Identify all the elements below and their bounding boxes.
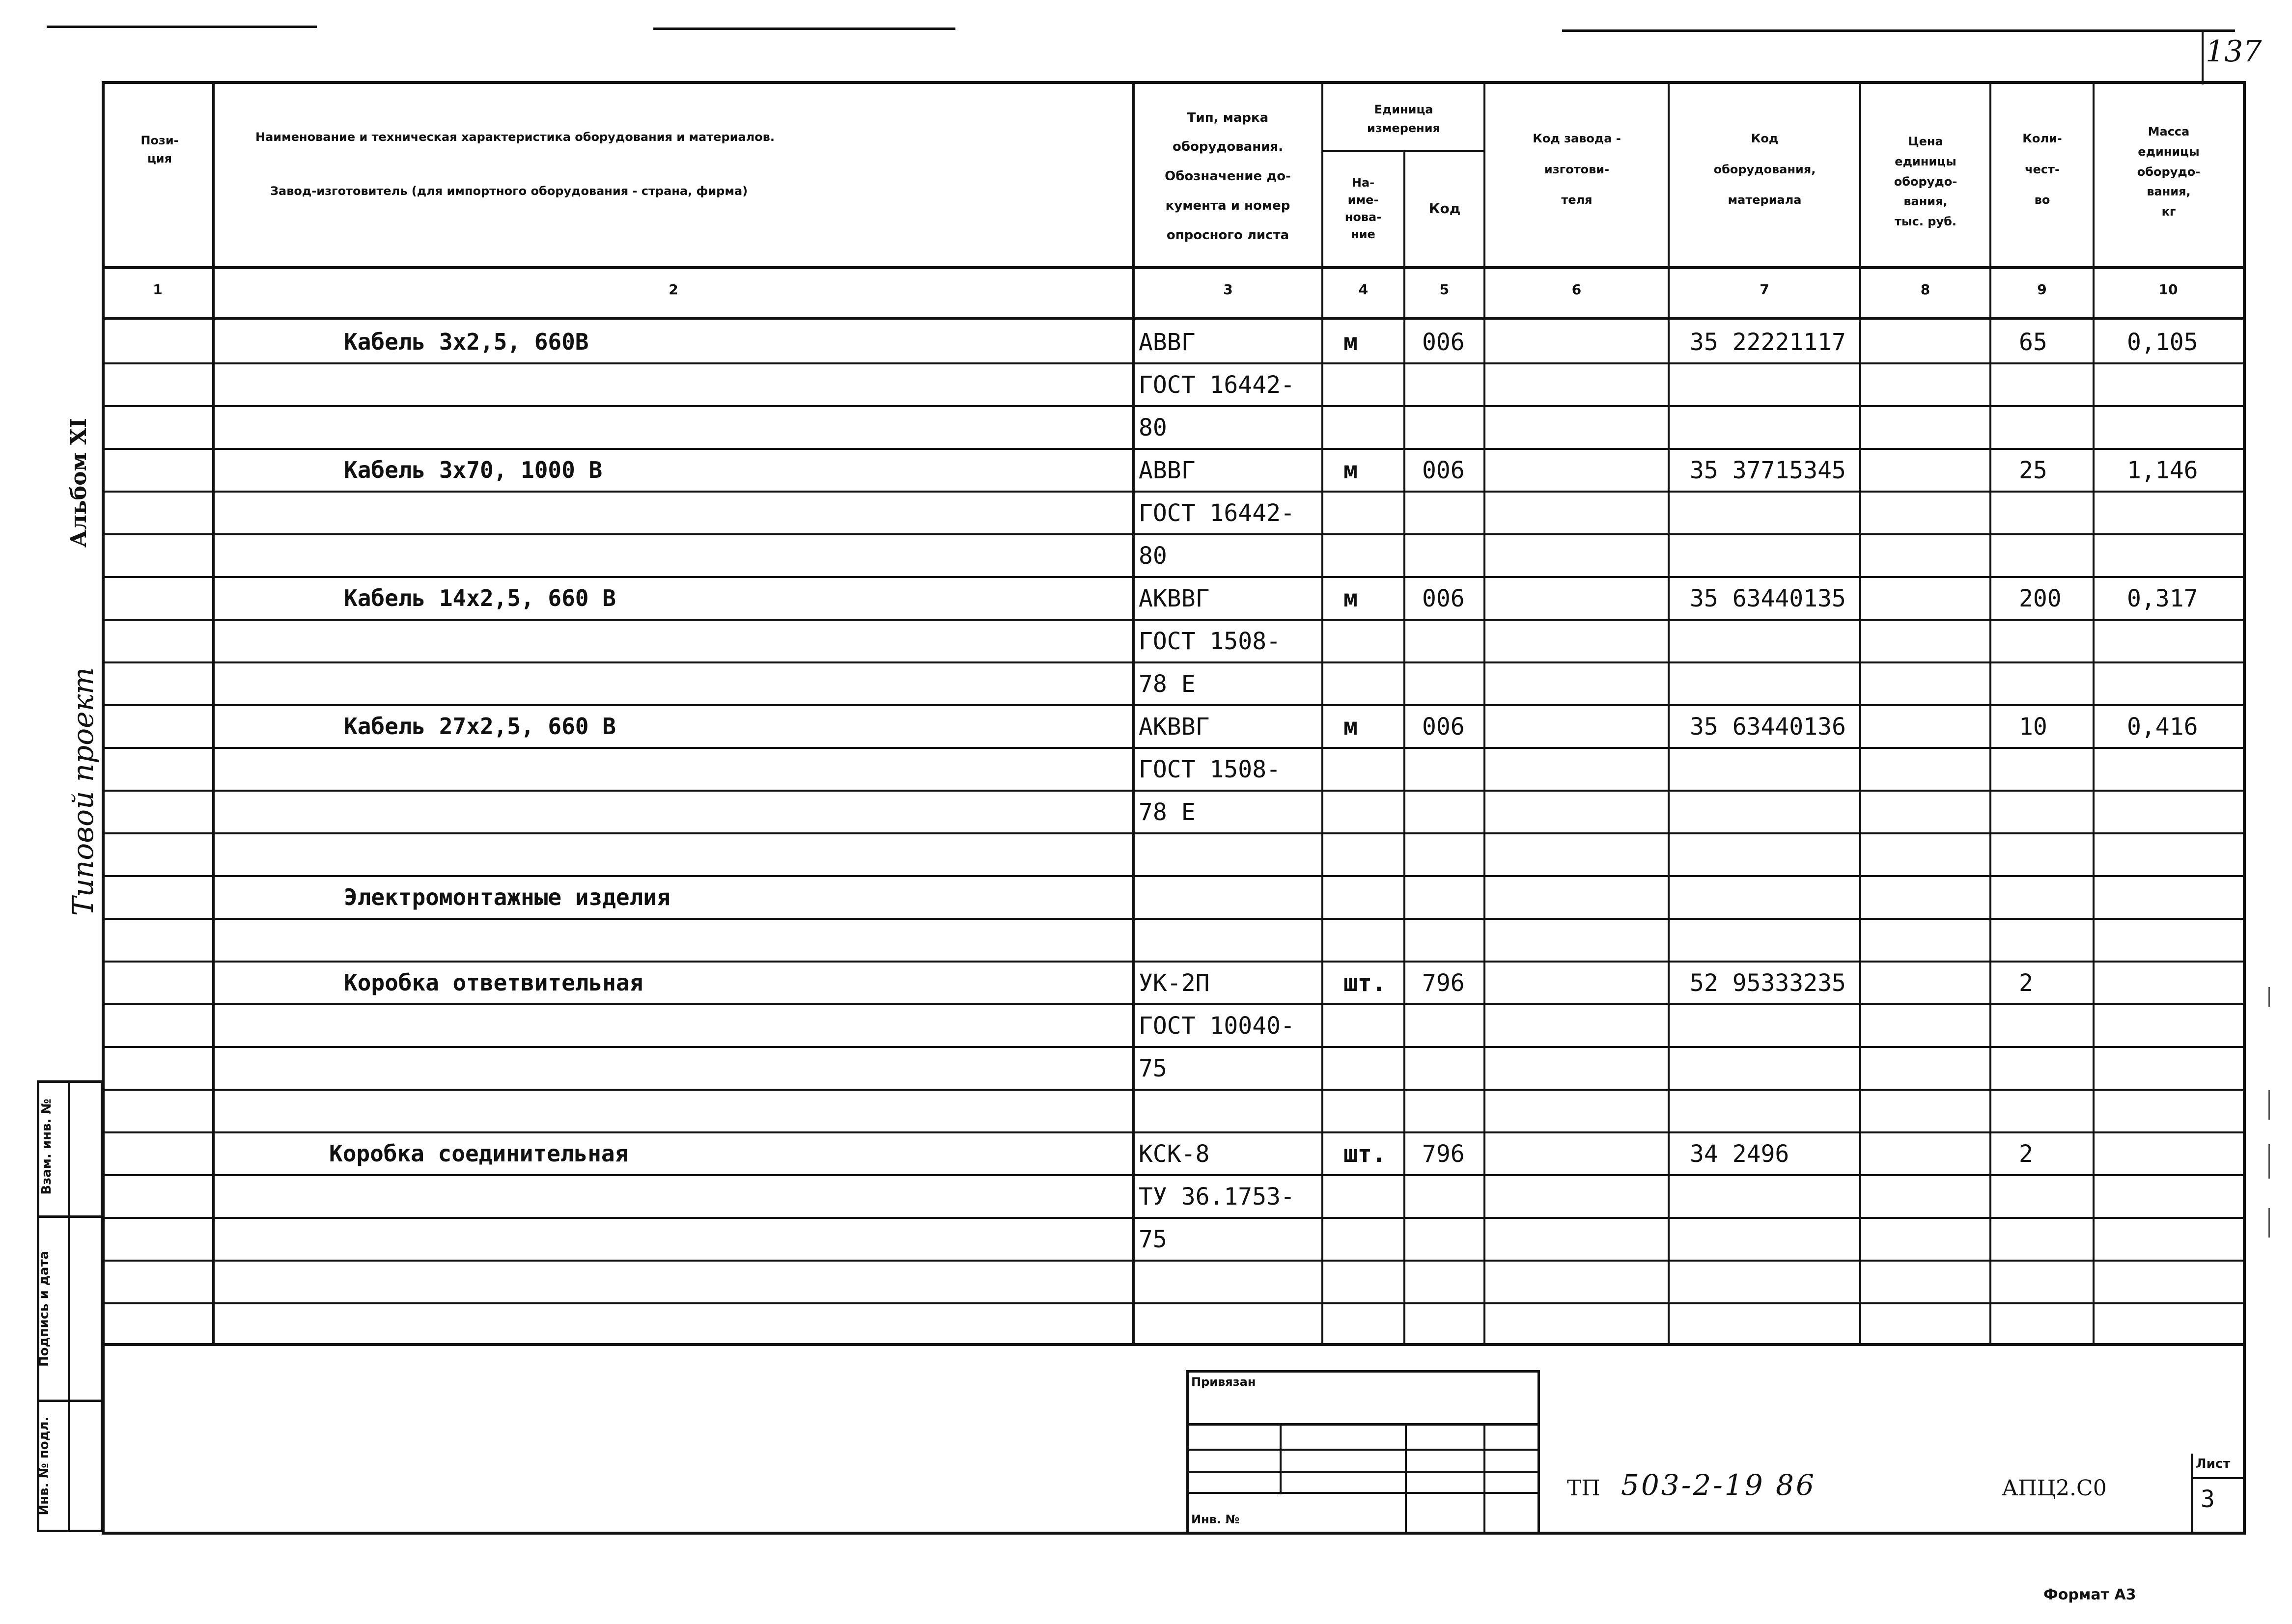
row-qty: 10 (2019, 713, 2047, 741)
edge-mark-4 (2268, 1208, 2270, 1238)
hdr-col3: Тип, марка оборудования. Обозначение до- кумента и номер опросного листа (1165, 110, 1291, 243)
row-rule (102, 1174, 2246, 1176)
row-name: Электромонтажные изделия (344, 884, 671, 910)
row-rule (102, 832, 2246, 834)
top-rule-3 (1562, 29, 2235, 32)
row-equip-code: 52 95333235 (1690, 969, 1846, 997)
table-row (0, 491, 2292, 533)
table-row (0, 1260, 2292, 1302)
top-rule-2 (653, 28, 955, 30)
table-row (0, 875, 2292, 918)
table-row (0, 1302, 2292, 1345)
row-code: 006 (1422, 585, 1465, 612)
edge-mark-3 (2268, 1144, 2270, 1179)
row-rule (102, 362, 2246, 364)
row-rule (102, 918, 2246, 920)
edge-mark-2 (2268, 1090, 2270, 1120)
sheet-rule (2191, 1477, 2246, 1479)
row-rule (102, 875, 2246, 877)
row-unit: м (1343, 713, 1358, 741)
colnum-9: 9 (2037, 281, 2047, 298)
colnum-3: 3 (1223, 281, 1233, 298)
row-type: ТУ 36.1753- (1139, 1183, 1295, 1211)
hdr-col2-line1: Наименование и техническая характеристика оборудования и материалов. (255, 130, 775, 144)
hdr-col45-group: Единица измерения (1367, 103, 1440, 135)
colnum-10: 10 (2158, 281, 2178, 298)
corner-rule (2202, 30, 2204, 84)
row-unit: шт. (1343, 1140, 1386, 1168)
row-rule (102, 747, 2246, 749)
row-name: Коробка соединительная (329, 1140, 629, 1167)
row-name: Кабель 27x2,5, 660 В (344, 713, 616, 740)
row-equip-code: 35 22221117 (1690, 329, 1846, 356)
row-type: ГОСТ 16442- (1139, 499, 1295, 527)
colnum-8: 8 (1920, 281, 1930, 298)
inv-label: Инв. № (1191, 1513, 1240, 1526)
sheet-label: Лист (2196, 1457, 2231, 1471)
stamp-label-sign: Подпись и дата (37, 1250, 52, 1367)
sheet-number: 3 (2201, 1486, 2215, 1513)
row-type: ГОСТ 10040- (1139, 1012, 1295, 1040)
row-rule (102, 1003, 2246, 1005)
table-row (0, 576, 2292, 619)
table-row (0, 533, 2292, 576)
privyazan-rule-3 (1186, 1471, 1540, 1473)
hdr-col4: На- име- нова- ние (1344, 176, 1382, 241)
colnum-1: 1 (153, 281, 163, 298)
row-qty: 200 (2019, 585, 2062, 612)
privyazan-vline-2 (1405, 1423, 1407, 1535)
row-type: АВВГ (1139, 329, 1196, 356)
table-row (0, 1217, 2292, 1260)
privyazan-vline-3 (1483, 1423, 1485, 1535)
colnum-4: 4 (1358, 281, 1369, 298)
row-type: АКВВГ (1139, 713, 1210, 741)
row-rule (102, 1260, 2246, 1262)
row-type: 78 Е (1139, 670, 1196, 698)
row-rule (102, 491, 2246, 493)
colnum-5: 5 (1439, 281, 1450, 298)
table-row (0, 405, 2292, 448)
stamp-label-zam: Взам. инв. № (39, 1099, 54, 1195)
row-mass: 0,416 (2127, 713, 2198, 741)
row-mass: 0,105 (2127, 329, 2198, 356)
table-row (0, 918, 2292, 961)
table-row (0, 832, 2292, 875)
table-row (0, 619, 2292, 661)
row-unit: м (1343, 329, 1358, 356)
row-type: 75 (1139, 1055, 1167, 1082)
hdr-col7: Код оборудования, материала (1713, 132, 1816, 207)
table-row (0, 1174, 2292, 1217)
top-rule-1 (47, 26, 317, 28)
row-unit: м (1343, 585, 1358, 612)
row-mass: 1,146 (2127, 457, 2198, 484)
hdr-col1: Пози- ция (140, 133, 179, 165)
row-name: Кабель 3x70, 1000 В (344, 457, 603, 483)
row-rule (102, 448, 2246, 450)
row-code: 796 (1422, 1140, 1465, 1168)
table-row (0, 704, 2292, 747)
privyazan-rule-2 (1186, 1449, 1540, 1451)
doc-number: 503-2-19 86 (1621, 1468, 1816, 1502)
row-type: АКВВГ (1139, 585, 1210, 612)
row-type: ГОСТ 1508- (1139, 756, 1281, 783)
colnum-2: 2 (669, 281, 678, 298)
project-label: Типовой проект (66, 667, 100, 916)
privyazan-label: Привязан (1191, 1375, 1256, 1389)
table-row (0, 790, 2292, 832)
row-rule (102, 405, 2246, 407)
row-rule (102, 704, 2246, 706)
format-label: Формат А3 (2043, 1586, 2136, 1603)
doc-prefix: ТП (1567, 1476, 1600, 1501)
row-type: ГОСТ 1508- (1139, 628, 1281, 655)
row-code: 796 (1422, 969, 1465, 997)
hdr-col9: Коли- чест- во (2022, 132, 2062, 207)
privyazan-rule-1 (1186, 1423, 1540, 1426)
album-label: Альбом XI (66, 418, 91, 548)
hdr-col2-line2: Завод-изготовитель (для импортного оборудования - страна, фирма) (270, 184, 748, 198)
table-row (0, 320, 2292, 362)
row-mass: 0,317 (2127, 585, 2198, 612)
row-qty: 65 (2019, 329, 2047, 356)
row-equip-code: 34 2496 (1690, 1140, 1789, 1168)
row-equip-code: 35 37715345 (1690, 457, 1846, 484)
row-qty: 2 (2019, 1140, 2033, 1168)
row-code: 006 (1422, 329, 1465, 356)
colnum-7: 7 (1760, 281, 1769, 298)
row-rule (102, 790, 2246, 792)
row-type: 78 Е (1139, 798, 1196, 826)
hdr-col8: Цена единицы оборудо- вания, тыс. руб. (1894, 135, 1957, 229)
row-name: Коробка ответвительная (344, 969, 643, 996)
table-row (0, 747, 2292, 790)
table-row (0, 1089, 2292, 1131)
row-rule (102, 1046, 2246, 1048)
row-name: Кабель 14x2,5, 660 В (344, 585, 616, 611)
row-code: 006 (1422, 713, 1465, 741)
row-equip-code: 35 63440136 (1690, 713, 1846, 741)
row-rule (102, 533, 2246, 535)
row-type: КСК-8 (1139, 1140, 1210, 1168)
row-rule (102, 1302, 2246, 1304)
hline-unit-group (1321, 150, 1485, 152)
row-rule (102, 961, 2246, 963)
row-rule (102, 1089, 2246, 1091)
row-code: 006 (1422, 457, 1465, 484)
row-qty: 25 (2019, 457, 2047, 484)
privyazan-box (1186, 1370, 1540, 1535)
hdr-col5: Код (1428, 200, 1461, 217)
row-rule (102, 576, 2246, 578)
row-unit: шт. (1343, 969, 1386, 997)
colnum-6: 6 (1571, 281, 1582, 298)
row-type: УК-2П (1139, 969, 1210, 997)
stamp-label-inv: Инв. № подл. (37, 1416, 52, 1515)
row-type: 80 (1139, 542, 1167, 570)
privyazan-vline-1 (1280, 1423, 1282, 1494)
edge-mark-1 (2268, 987, 2270, 1007)
hline-header-bottom (102, 266, 2246, 269)
privyazan-rule-4 (1186, 1492, 1540, 1494)
row-type: 75 (1139, 1226, 1167, 1253)
table-row (0, 362, 2292, 405)
row-type: ГОСТ 16442- (1139, 371, 1295, 399)
row-rule (102, 619, 2246, 621)
row-type: 80 (1139, 414, 1167, 441)
row-rule (102, 1131, 2246, 1133)
doc-code: АПЦ2.С0 (2002, 1476, 2107, 1501)
row-rule (102, 661, 2246, 663)
row-rule (102, 1217, 2246, 1219)
row-type: АВВГ (1139, 457, 1196, 484)
page-number-corner: 137 (2206, 34, 2262, 69)
table-row (0, 1003, 2292, 1046)
table-row (0, 448, 2292, 491)
hdr-col10: Масса единицы оборудо- вания, кг (2137, 125, 2201, 219)
row-unit: м (1343, 457, 1358, 484)
table-row (0, 1131, 2292, 1174)
table-row (0, 1046, 2292, 1089)
row-name: Кабель 3x2,5, 660В (344, 329, 589, 355)
row-qty: 2 (2019, 969, 2033, 997)
table-row (0, 661, 2292, 704)
table-row (0, 961, 2292, 1003)
row-equip-code: 35 63440135 (1690, 585, 1846, 612)
hdr-col6: Код завода - изготови- теля (1533, 132, 1621, 207)
